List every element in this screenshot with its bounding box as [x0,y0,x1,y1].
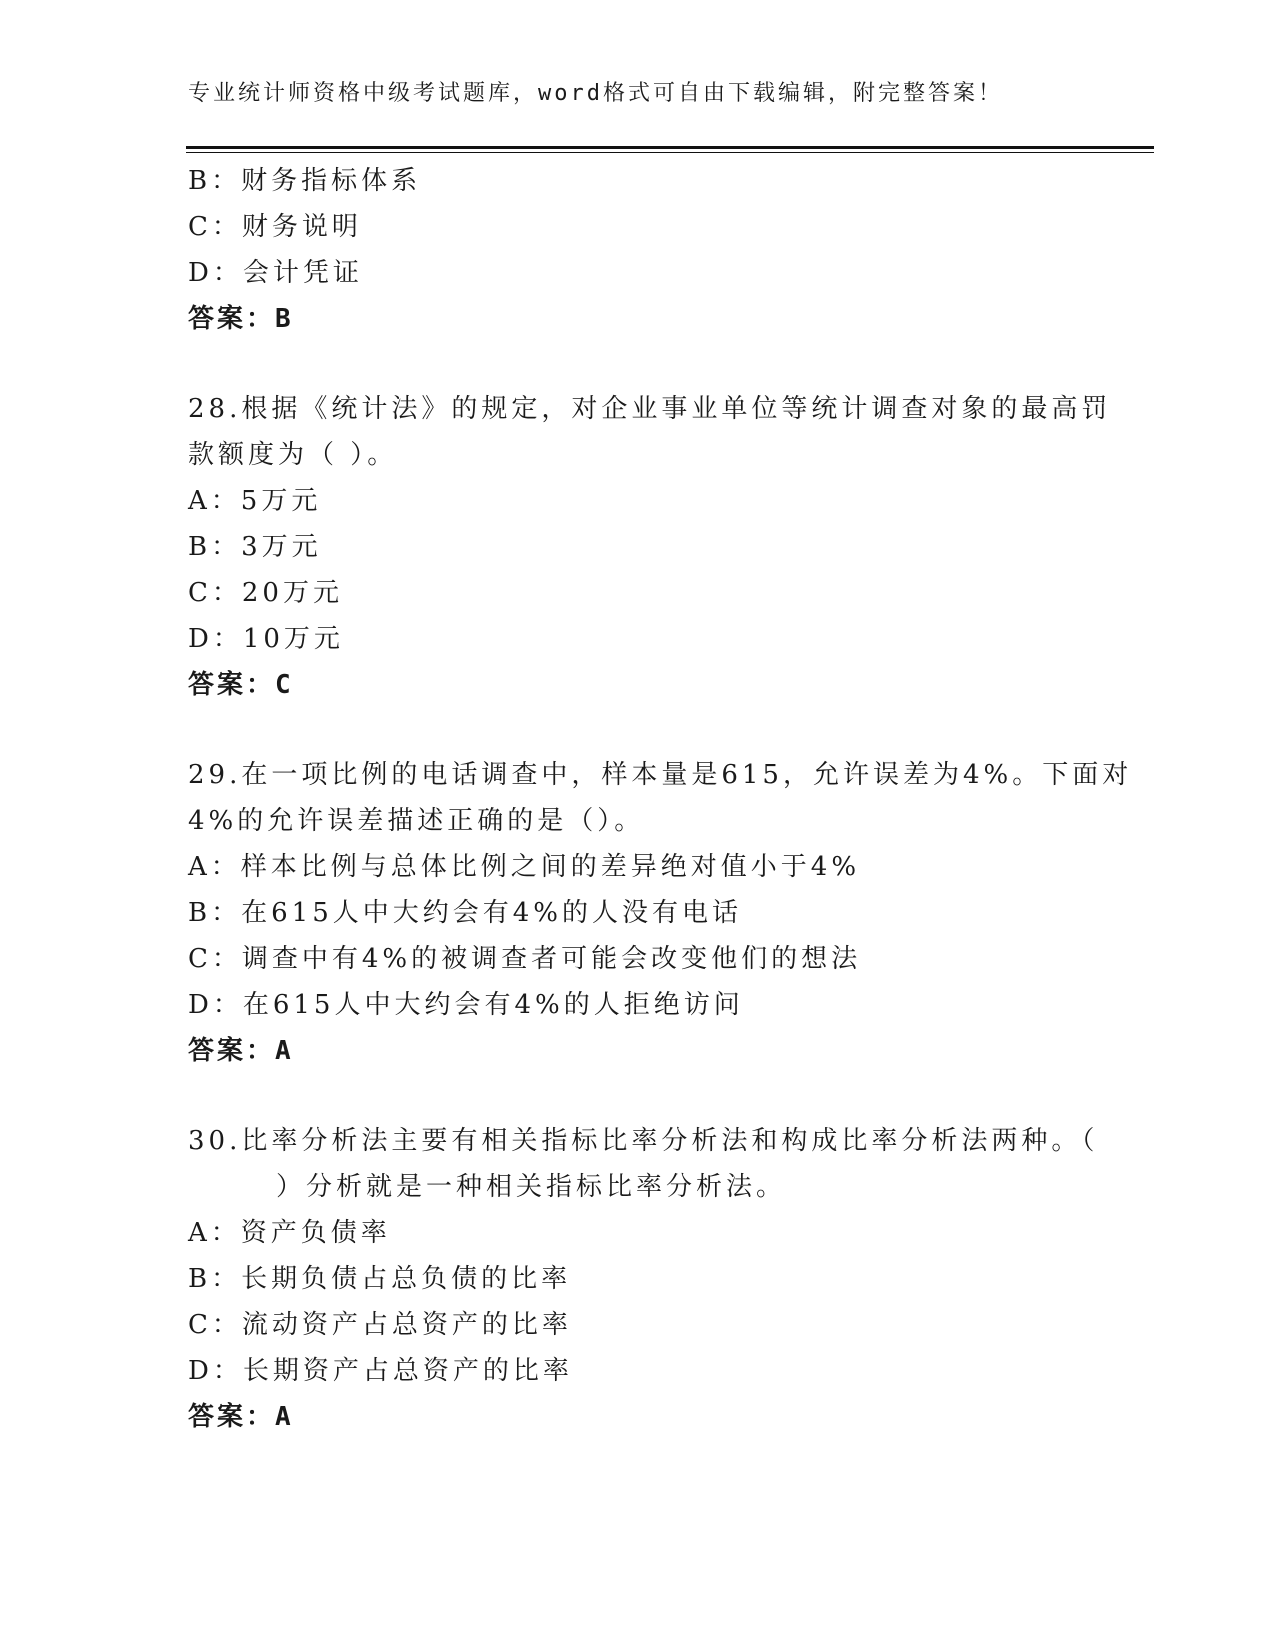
header-rule-thick [186,146,1154,149]
answer-line: 答案：C [188,670,294,700]
option-c: C：调查中有4%的被调查者可能会改变他们的想法 [188,944,862,974]
question-content [188,158,1133,1440]
option-a: A：5万元 [188,486,322,516]
option-c: C：流动资产占总资产的比率 [188,1310,572,1340]
option-d: D：在615人中大约会有4%的人拒绝访问 [188,990,744,1020]
question-30 [188,1118,1099,1440]
option-d: D：10万元 [188,624,344,654]
option-c: C：财务说明 [188,212,362,242]
option-b: B：财务指标体系 [188,166,422,196]
prev-question-block [188,158,1088,342]
question-stem: 28.根据《统计法》的规定，对企业事业单位等统计调查对象的最高罚 [188,394,1112,424]
answer-line: 答案：A [188,1402,294,1432]
option-d: D：会计凭证 [188,258,363,288]
option-d: D：长期资产占总资产的比率 [188,1356,573,1386]
answer-line: 答案：A [188,1036,294,1066]
question-stem: 29.在一项比例的电话调查中，样本量是615，允许误差为4%。下面对 [188,760,1133,790]
option-b: B：在615人中大约会有4%的人没有电话 [188,898,742,928]
question-28 [188,386,1112,708]
answer-line: 答案：B [188,304,294,334]
header-rule-thin [186,152,1154,153]
option-a: A：样本比例与总体比例之间的差异绝对值小于4% [188,852,861,882]
question-stem: 款额度为（ ）。 [188,440,398,470]
question-stem: 30.比率分析法主要有相关指标比率分析法和构成比率分析法两种。（ [188,1126,1099,1156]
question-29 [188,752,1133,1074]
option-c: C：20万元 [188,578,343,608]
option-a: A：资产负债率 [188,1218,391,1248]
page-header: 专业统计师资格中级考试题库，word格式可自由下载编辑，附完整答案！ [188,81,1003,106]
option-b: B：3万元 [188,532,322,562]
question-stem: 4%的允许误差描述正确的是（）。 [188,806,645,836]
option-b: B：长期负债占总负债的比率 [188,1264,572,1294]
question-stem: ）分析就是一种相关指标比率分析法。 [276,1172,787,1202]
